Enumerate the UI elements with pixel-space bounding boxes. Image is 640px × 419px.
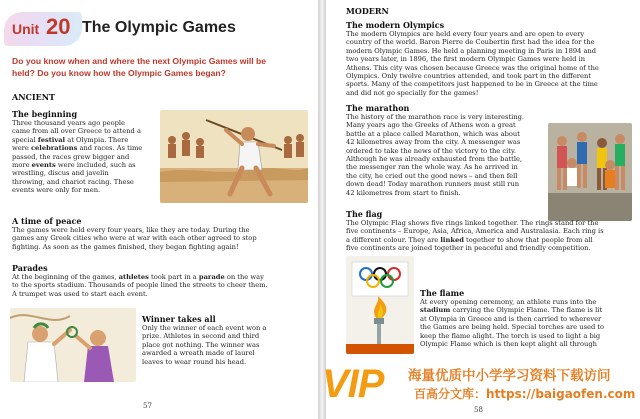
- paragraph-flag: The Olympic Flag shows five rings linked together. The rings stand for the five continents – Europe, Asia, Africa, America and Australasia. Each ring is a different colour. They are linked together to show that people from all five continents are joined together in peaceful and friendly competition.: [346, 219, 604, 253]
- modern-olympics-line: two years later, in 1896, the first modern Olympic Games were held in: [346, 55, 586, 64]
- javelin-thrower-illustration: [160, 110, 308, 203]
- heading-winner: Winner takes all: [142, 314, 216, 324]
- page-number: 57: [143, 402, 152, 410]
- marathon-line: 42 kilometres away from the city. A messenger was: [346, 138, 521, 147]
- marathon-line: Although he was already exhausted from the battle,: [346, 155, 523, 164]
- heading-peace: A time of peace: [12, 216, 82, 226]
- watermark-line-2: 百高分文库：https://baigaofen.com: [414, 387, 636, 401]
- paragraph-marathon: [346, 113, 546, 197]
- modern-olympics-line: The modern Olympics are held every four years and are open to every: [346, 30, 585, 38]
- marathon-line: The history of the marathon race is very interesting.: [346, 113, 524, 121]
- heading-beginning: The beginning: [12, 109, 78, 119]
- heading-modern-olympics: The modern Olympics: [346, 20, 445, 30]
- winner-wreath-illustration: [10, 308, 136, 382]
- unit-number: 20: [46, 14, 71, 39]
- unit-label: Unit: [12, 21, 40, 37]
- watermark-line-1: 海量优质中小学学习资料下载访问: [408, 368, 611, 384]
- paragraph-winner: Only the winner of each event won a prize. Athletes in second and third place got nothing. The winner was awarded a wreath made of laurel leaves to wear round his head.: [142, 324, 267, 366]
- marathon-line: the messenger ran the whole way. As he arrived in: [346, 163, 518, 172]
- paragraph-flame: At every opening ceremony, an athlete runs into the stadium carrying the Olympic Flame. The flame is lit at Olympia in Greece and is then carried to wherever the Games are being held. Special torches are used to keep the flame alight. The torch is used to light a big Olympic Flame which is then kept alight all through: [420, 298, 605, 349]
- heading-flame: The flame: [420, 288, 465, 298]
- marathon-line: battle at a place called Marathon, which was about: [346, 129, 520, 138]
- heading-parades: Parades: [12, 263, 48, 273]
- section-ancient: ANCIENT: [12, 92, 55, 102]
- page-title: The Olympic Games: [82, 19, 236, 36]
- paragraph-peace: The games were held every four years, like they are today. During the games any Greek cities who were at war with each other agreed to stop fighting. As soon as the games finished, they began fighting again!: [12, 226, 257, 251]
- section-modern: MODERN: [346, 6, 389, 16]
- watermark-logo: VIP: [322, 362, 384, 406]
- marathon-line: the city, he cried out the good news – and then fell: [346, 171, 518, 180]
- modern-olympics-line: Olympics. Only twelve countries attended, and took part in the different: [346, 72, 591, 81]
- heading-marathon: The marathon: [346, 103, 410, 113]
- marathon-line: down dead! Today marathon runners must still run: [346, 180, 520, 189]
- paragraph-beginning: Three thousand years ago people came from all over Greece to attend a special festival at Olympia. There were celebrations and races. As time passed, the races grew bigger and more events were included, such as wrestling, discus and javelin throwing, and chariot racing. These events were only for men.: [12, 119, 143, 195]
- paragraph-modern-olympics: [346, 30, 638, 97]
- marathon-line: Many years ago the Greeks of Athens won a great: [346, 121, 516, 130]
- modern-olympics-line: and did not go specially for the games!: [346, 88, 479, 97]
- modern-olympics-line: modern Olympic Games. He held a planning meeting in Paris in 1894 and: [346, 46, 597, 55]
- left-page: [0, 0, 318, 419]
- modern-olympics-line: country of the world. Baron Pierre de Coubertin first had the idea for the: [346, 38, 595, 47]
- watermark-banner: [322, 356, 640, 419]
- modern-olympics-line: Athens. This city was chosen because Greece was the original home of the: [346, 63, 599, 72]
- intro-question: Do you know when and where the next Olympic Games will be held? Do you know how the Olympic Games began?: [12, 56, 267, 78]
- modern-olympics-line: sports. Many of the competitors just happened to be in Greece at the time: [346, 80, 598, 89]
- heading-flag: The flag: [346, 209, 383, 219]
- marathon-line: ordered to take the news of the victory to the city.: [346, 146, 516, 155]
- paragraph-parades: At the beginning of the games, athletes took part in a parade on the way to the sports stadium. Thousands of people lined the streets to cheer them. A trumpet was used to start each event.: [12, 273, 268, 298]
- marathon-runners-photo: [548, 123, 632, 221]
- page-number: 58: [474, 406, 483, 414]
- olympic-flag-flame-illustration: [346, 256, 414, 354]
- marathon-line: 42 kilometres from start to finish.: [346, 188, 461, 197]
